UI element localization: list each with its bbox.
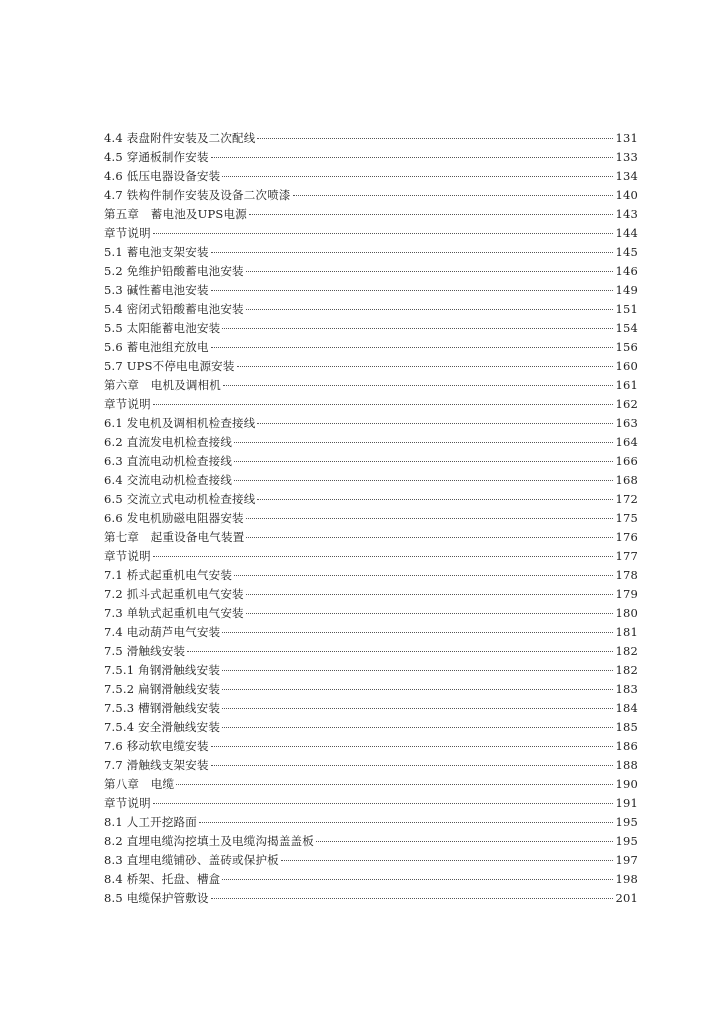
toc-entry-title: 7.1 桥式起重机电气安装 [104,568,233,582]
toc-entry [104,395,638,414]
toc-entry-title: 6.2 直流发电机检查接线 [104,435,233,449]
dot-leader [234,480,613,481]
toc-entry-page-number: 160 [615,359,638,373]
toc-entry-title: 7.5 滑触线安装 [104,644,186,658]
toc-entry [104,604,638,623]
dot-leader [222,689,613,690]
toc-entry-title: 7.6 移动软电缆安装 [104,739,209,753]
dot-leader [153,803,614,804]
toc-entry-title: 7.2 抓斗式起重机电气安装 [104,587,244,601]
toc-entry-page-number: 140 [615,188,638,202]
toc-entry-title: 7.5.3 槽钢滑触线安装 [104,701,221,715]
dot-leader [223,385,613,386]
toc-entry [104,585,638,604]
toc-entry [104,509,638,528]
toc-entry [104,870,638,889]
dot-leader [222,727,613,728]
toc-entry-page-number: 161 [615,378,638,392]
toc-entry-page-number: 149 [615,283,638,297]
toc-entry [104,547,638,566]
toc-entry-title: 8.1 人工开挖路面 [104,815,197,829]
toc-entry-title: 5.4 密闭式铅酸蓄电池安装 [104,302,244,316]
toc-entry [104,338,638,357]
toc-entry-page-number: 183 [615,682,638,696]
dot-leader [222,708,613,709]
toc-entry-title: 4.4 表盘附件安装及二次配线 [104,131,256,145]
dot-leader [153,233,614,234]
dot-leader [246,613,614,614]
dot-leader [234,442,613,443]
dot-leader [257,138,613,139]
toc-entry [104,775,638,794]
dot-leader [237,366,614,367]
toc-entry-page-number: 195 [615,834,638,848]
toc-entry-page-number: 175 [615,511,638,525]
toc-entry-page-number: 164 [615,435,638,449]
toc-entry-title: 6.5 交流立式电动机检查接线 [104,492,256,506]
toc-entry [104,718,638,737]
dot-leader [222,670,613,671]
toc-entry-page-number: 182 [615,663,638,677]
dot-leader [187,651,613,652]
toc-entry-title: 4.7 铁构件制作安装及设备二次喷漆 [104,188,291,202]
toc-entry-title: 6.1 发电机及调相机检查接线 [104,416,256,430]
toc-entry [104,205,638,224]
toc-entry [104,414,638,433]
toc-entry [104,623,638,642]
toc-entry-page-number: 172 [615,492,638,506]
dot-leader [257,499,613,500]
toc-entry-page-number: 166 [615,454,638,468]
toc-entry-title: 8.3 直埋电缆铺砂、盖砖或保护板 [104,853,279,867]
toc-entry-title: 4.6 低压电器设备安装 [104,169,221,183]
toc-entry [104,357,638,376]
dot-leader [234,461,613,462]
toc-entry-title: 4.5 穿通板制作安装 [104,150,209,164]
toc-entry-title: 7.5.4 安全滑触线安装 [104,720,221,734]
toc-entry [104,737,638,756]
dot-leader [293,195,614,196]
toc-entry-title: 5.2 免维护铅酸蓄电池安装 [104,264,244,278]
toc-entry-page-number: 177 [615,549,638,563]
toc-entry-page-number: 162 [615,397,638,411]
toc-entry-title: 7.4 电动葫芦电气安装 [104,625,221,639]
dot-leader [211,898,614,899]
dot-leader [211,157,614,158]
toc-entry-page-number: 156 [615,340,638,354]
toc-entry-page-number: 181 [615,625,638,639]
toc-entry-title: 5.6 蓄电池组充放电 [104,340,209,354]
toc-entry-title: 7.3 单轨式起重机电气安装 [104,606,244,620]
toc-entry [104,490,638,509]
toc-entry-page-number: 168 [615,473,638,487]
dot-leader [234,575,613,576]
toc-entry-page-number: 163 [615,416,638,430]
toc-entry-title: 5.5 太阳能蓄电池安装 [104,321,221,335]
toc-entry-page-number: 154 [615,321,638,335]
toc-entry [104,642,638,661]
toc-entry-page-number: 144 [615,226,638,240]
toc-entry-title: 章节说明 [104,796,151,810]
toc-entry-title: 7.5.2 扁钢滑触线安装 [104,682,221,696]
toc-entry-page-number: 190 [615,777,638,791]
toc-entry-title: 8.5 电缆保护管敷设 [104,891,209,905]
dot-leader [316,841,613,842]
dot-leader [176,784,613,785]
toc-entry-title: 6.3 直流电动机检查接线 [104,454,233,468]
toc-entry-title: 8.4 桥架、托盘、槽盒 [104,872,221,886]
toc-entry [104,186,638,205]
toc-entry [104,680,638,699]
toc-entry-page-number: 191 [615,796,638,810]
dot-leader [281,860,614,861]
toc-entry-page-number: 197 [615,853,638,867]
toc-entry [104,756,638,775]
toc-entry [104,167,638,186]
toc-entry [104,224,638,243]
dot-leader [249,214,614,215]
toc-entry [104,889,638,908]
toc-entry-title: 5.7 UPS不停电电源安装 [104,359,235,373]
toc-entry-title: 章节说明 [104,549,151,563]
toc-entry [104,319,638,338]
dot-leader [222,176,613,177]
toc-entry-page-number: 184 [615,701,638,715]
toc-entry-title: 7.7 滑触线支架安装 [104,758,209,772]
toc-entry-title: 5.1 蓄电池支架安装 [104,245,209,259]
dot-leader [199,822,613,823]
dot-leader [246,271,614,272]
dot-leader [211,765,614,766]
dot-leader [246,537,613,538]
toc-entry [104,851,638,870]
toc-entry-page-number: 198 [615,872,638,886]
toc-entry [104,661,638,680]
toc-entry [104,699,638,718]
toc-entry-title: 8.2 直埋电缆沟挖填土及电缆沟揭盖盖板 [104,834,314,848]
toc-entry [104,262,638,281]
toc-entry [104,281,638,300]
dot-leader [246,309,614,310]
toc-entry-page-number: 188 [615,758,638,772]
dot-leader [257,423,613,424]
toc-entry-page-number: 195 [615,815,638,829]
toc-entry [104,376,638,395]
toc-entry-page-number: 186 [615,739,638,753]
toc-entry-title: 章节说明 [104,226,151,240]
toc-entry-page-number: 146 [615,264,638,278]
toc-entry-page-number: 143 [615,207,638,221]
toc-entry-page-number: 179 [615,587,638,601]
toc-entry [104,148,638,167]
toc-entry-page-number: 201 [615,891,638,905]
dot-leader [153,404,614,405]
dot-leader [222,879,613,880]
toc-entry-page-number: 133 [615,150,638,164]
dot-leader [222,328,613,329]
toc-entry-page-number: 180 [615,606,638,620]
toc-entry-page-number: 131 [615,131,638,145]
toc-entry-title: 5.3 碱性蓄电池安装 [104,283,209,297]
toc-entry [104,566,638,585]
toc-entry [104,471,638,490]
toc-entry-title: 6.6 发电机励磁电阻器安装 [104,511,244,525]
toc-entry [104,794,638,813]
dot-leader [211,746,614,747]
dot-leader [211,252,614,253]
toc-entry [104,832,638,851]
dot-leader [153,556,614,557]
toc-entry-title: 6.4 交流电动机检查接线 [104,473,233,487]
dot-leader [211,347,614,348]
toc-entry-page-number: 182 [615,644,638,658]
dot-leader [211,290,614,291]
toc-entry-page-number: 185 [615,720,638,734]
table-of-contents [104,129,638,908]
toc-entry-page-number: 145 [615,245,638,259]
toc-entry-page-number: 151 [615,302,638,316]
toc-entry [104,452,638,471]
toc-entry [104,433,638,452]
dot-leader [222,632,613,633]
toc-entry-title: 第六章 电机及调相机 [104,378,221,392]
toc-entry [104,813,638,832]
toc-entry-page-number: 178 [615,568,638,582]
toc-entry [104,300,638,319]
dot-leader [246,518,614,519]
toc-entry [104,129,638,148]
toc-entry-title: 第五章 蓄电池及UPS电源 [104,207,247,221]
toc-entry-title: 章节说明 [104,397,151,411]
toc-entry [104,243,638,262]
dot-leader [246,594,614,595]
toc-entry-title: 第七章 起重设备电气装置 [104,530,245,544]
toc-entry-title: 第八章 电缆 [104,777,175,791]
toc-entry [104,528,638,547]
toc-entry-page-number: 176 [615,530,638,544]
toc-entry-page-number: 134 [615,169,638,183]
toc-entry-title: 7.5.1 角钢滑触线安装 [104,663,221,677]
